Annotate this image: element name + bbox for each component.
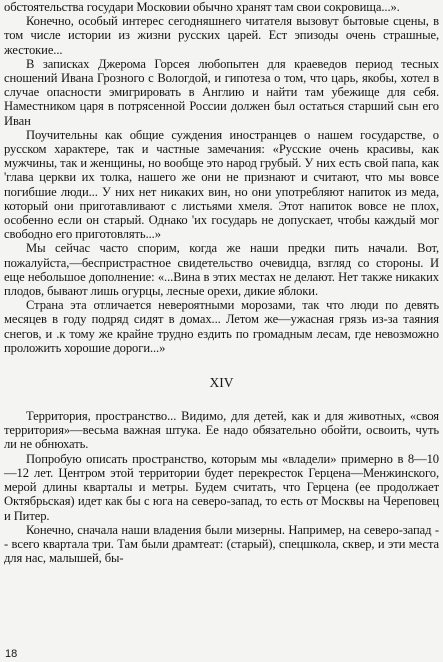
paragraph-2: Конечно, особый интерес сегодняшнего читателя вызовут бытовые сцены, в том числе истории из жизни русских царей. Ест эпизоды очень страшные, жестокие... [4, 14, 439, 57]
page-number: 18 [5, 648, 18, 660]
paragraph-6: Страна эта отличается невероятными морозами, так что люди по девять месяцев в году подряд сидят в домах... Летом же—ужасная грязь из-за таяния снегов, и .к тому же крайне трудно ездить по громадным лесам, где невозможно проложить хорошие дороги...» [4, 298, 439, 355]
paragraph-4: Поучительны как общие суждения иностранцев о нашем государстве, о русском характере, так и частные замечания: «Русские очень красивы, как мужчины, так и женщины, но вообще это народ грубый. У них есть свой папа, как 'глава церкви их толка, нашего же они не признают и считают, что мы вовсе погибшие люди... У них нет никаких вин, но они употребляют напиток из меда, который они приготавливают с листьями хмеля. Этот напиток вовсе не плох, особенно если он старый. Однако 'их государь не допускает, чтобы каждый мог свободно его приготовлять...» [4, 127, 439, 242]
paragraph-7: Территория, пространство... Видимо, для детей, как и для животных, «своя территория»—весьма важная штука. Ее надо обязательно обойти, освоить, чуть ли не обнюхать. [4, 409, 439, 452]
paragraph-5: Мы сейчас часто спорим, когда же наши предки пить начали. Вот, пожалуйста,—беспристрастное свидетельство очевидца, взгляд со стороны. И еще небольшое дополнение: «...Вина в этих местах не делают. Нет также никаких плодов, бывают лишь огурцы, лесные орехи, дикие яблоки. [4, 241, 439, 299]
paragraph-3: В записках Джерома Горсея любопытен для краеведов период тесных сношений Ивана Грозного с Вологдой, и гипотеза о том, что царь, якобы, хотел в случае опасности эмигрировать в Англию и найти там убежище для себя. Наместником царя в потрясенной России должен был остаться старший сын его Иван [4, 56, 439, 128]
chapter-title: XIV [209, 375, 234, 391]
paragraph-8: Попробую описать пространство, которым мы «владели» примерно в 8—10—12 лет. Центром этой территории будет перекресток Герцена—Менжинского, мерой длины кварталы и метры. Будем считать, что Герцена (ее продолжает Октябрьская) идет как бы с юга на северо-запад, то есть от Москвы на Череповец и Питер. [4, 451, 439, 523]
paragraph-1: обстоятельства государи Московии обычно хранят там свои сокровища...». [4, 0, 400, 14]
paragraph-9: Конечно, сначала наши владения были мизерны. Например, на северо-запад -- всего квартала три. Там были драмтеат: (старый), спецшкола, сквер, и эти места для нас, малышей, бы- [4, 522, 439, 566]
